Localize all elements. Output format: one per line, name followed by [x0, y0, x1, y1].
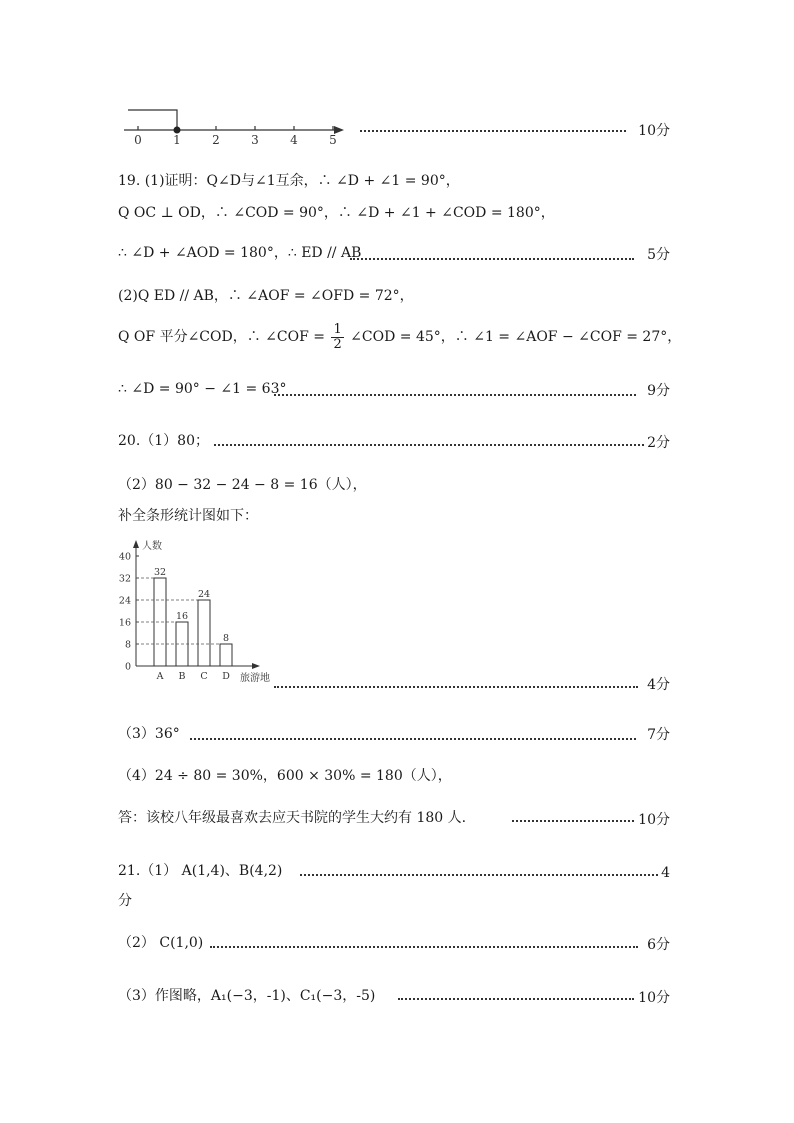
q19-line-5-end: ∠COD = 45°，∴ ∠1 = ∠AOF − ∠COF = 27°， — [350, 329, 682, 345]
bar-value-label: 32 — [153, 567, 167, 578]
q20-line-5: （4）24 ÷ 80 = 30%，600 × 30% = 180（人）， — [118, 768, 452, 784]
score-20-4: 10分 — [638, 812, 670, 828]
x-tick-label: A — [156, 671, 164, 682]
number-line-label: 0 — [134, 133, 142, 147]
q19-line-4: (2)Q ED // AB，∴ ∠AOF = ∠OFD = 72°， — [118, 288, 414, 304]
number-line-label: 2 — [212, 133, 220, 147]
q20-line-2: （2）80 − 32 − 24 − 8 = 16（人）， — [118, 477, 367, 493]
fraction-one-half — [331, 323, 343, 352]
bar-C — [198, 600, 210, 666]
y-tick-label: 16 — [118, 617, 131, 629]
y-tick-label: 0 — [124, 661, 131, 673]
bar-value-label: 8 — [222, 633, 230, 644]
x-axis-label: 旅游地 — [240, 673, 270, 684]
q21-line-2: （2） C(1,0) — [118, 935, 204, 951]
score-20-2: 4分 — [647, 677, 670, 693]
q19-line-6: ∴ ∠D = 90° − ∠1 = 63° — [118, 381, 287, 397]
fraction-denominator: 2 — [333, 336, 342, 352]
number-line-label: 4 — [290, 133, 298, 147]
y-tick-label: 32 — [118, 573, 131, 585]
y-axis-arrow — [133, 540, 139, 548]
bar-value-label: 16 — [175, 611, 189, 622]
q21-line-1-cont: 分 — [118, 893, 132, 909]
score-19-1: 5分 — [647, 247, 670, 263]
q19-line-5-start: Q OF 平分∠COD，∴ ∠COF = — [118, 329, 325, 345]
bar-A — [154, 578, 166, 666]
score-20-3: 7分 — [647, 727, 670, 743]
fraction-numerator: 1 — [333, 321, 342, 337]
score-20-1: 2分 — [647, 435, 670, 451]
q20-line-4: （3）36° — [118, 726, 180, 742]
score-21-3: 10分 — [638, 990, 670, 1006]
score-21-1: 4 — [661, 865, 670, 881]
number-line-label: 3 — [251, 133, 259, 147]
score-21-2: 6分 — [647, 937, 670, 953]
q21-line-3: （3）作图略，A₁(−3，-1)、C₁(−3，-5) — [118, 988, 376, 1004]
score-19-2: 9分 — [647, 383, 670, 399]
number-line-label: 5 — [329, 133, 337, 147]
y-tick-label: 40 — [118, 551, 131, 563]
q19-line-2: Q OC ⊥ OD，∴ ∠COD = 90°，∴ ∠D + ∠1 + ∠COD = 180°， — [118, 205, 555, 221]
bar-chart — [114, 536, 279, 684]
bar-D — [220, 644, 232, 666]
y-tick-label: 24 — [118, 595, 131, 607]
q20-line-3: 补全条形统计图如下： — [118, 508, 258, 524]
x-axis-arrow — [252, 663, 260, 669]
number-line-point — [174, 127, 181, 134]
number-line — [120, 100, 360, 148]
x-tick-label: B — [178, 671, 186, 682]
score-18: 10分 — [638, 123, 670, 139]
number-line-label: 1 — [173, 133, 181, 147]
q20-line-1: 20.（1）80； — [118, 433, 209, 449]
q19-line-5 — [118, 320, 681, 354]
y-axis-label: 人数 — [142, 541, 162, 552]
x-tick-label: D — [222, 671, 230, 682]
bar-value-label: 24 — [197, 589, 211, 600]
q19-line-1: 19. (1)证明：Q∠D与∠1互余，∴ ∠D + ∠1 = 90°， — [118, 173, 460, 189]
y-tick-label: 8 — [124, 639, 131, 651]
x-tick-label: C — [200, 671, 208, 682]
q21-line-1: 21.（1） A(1,4)、B(4,2) — [118, 863, 283, 879]
q19-line-3: ∴ ∠D + ∠AOD = 180°，∴ ED // AB — [118, 245, 362, 261]
q20-line-6: 答：该校八年级最喜欢去应天书院的学生大约有 180 人. — [118, 810, 467, 826]
